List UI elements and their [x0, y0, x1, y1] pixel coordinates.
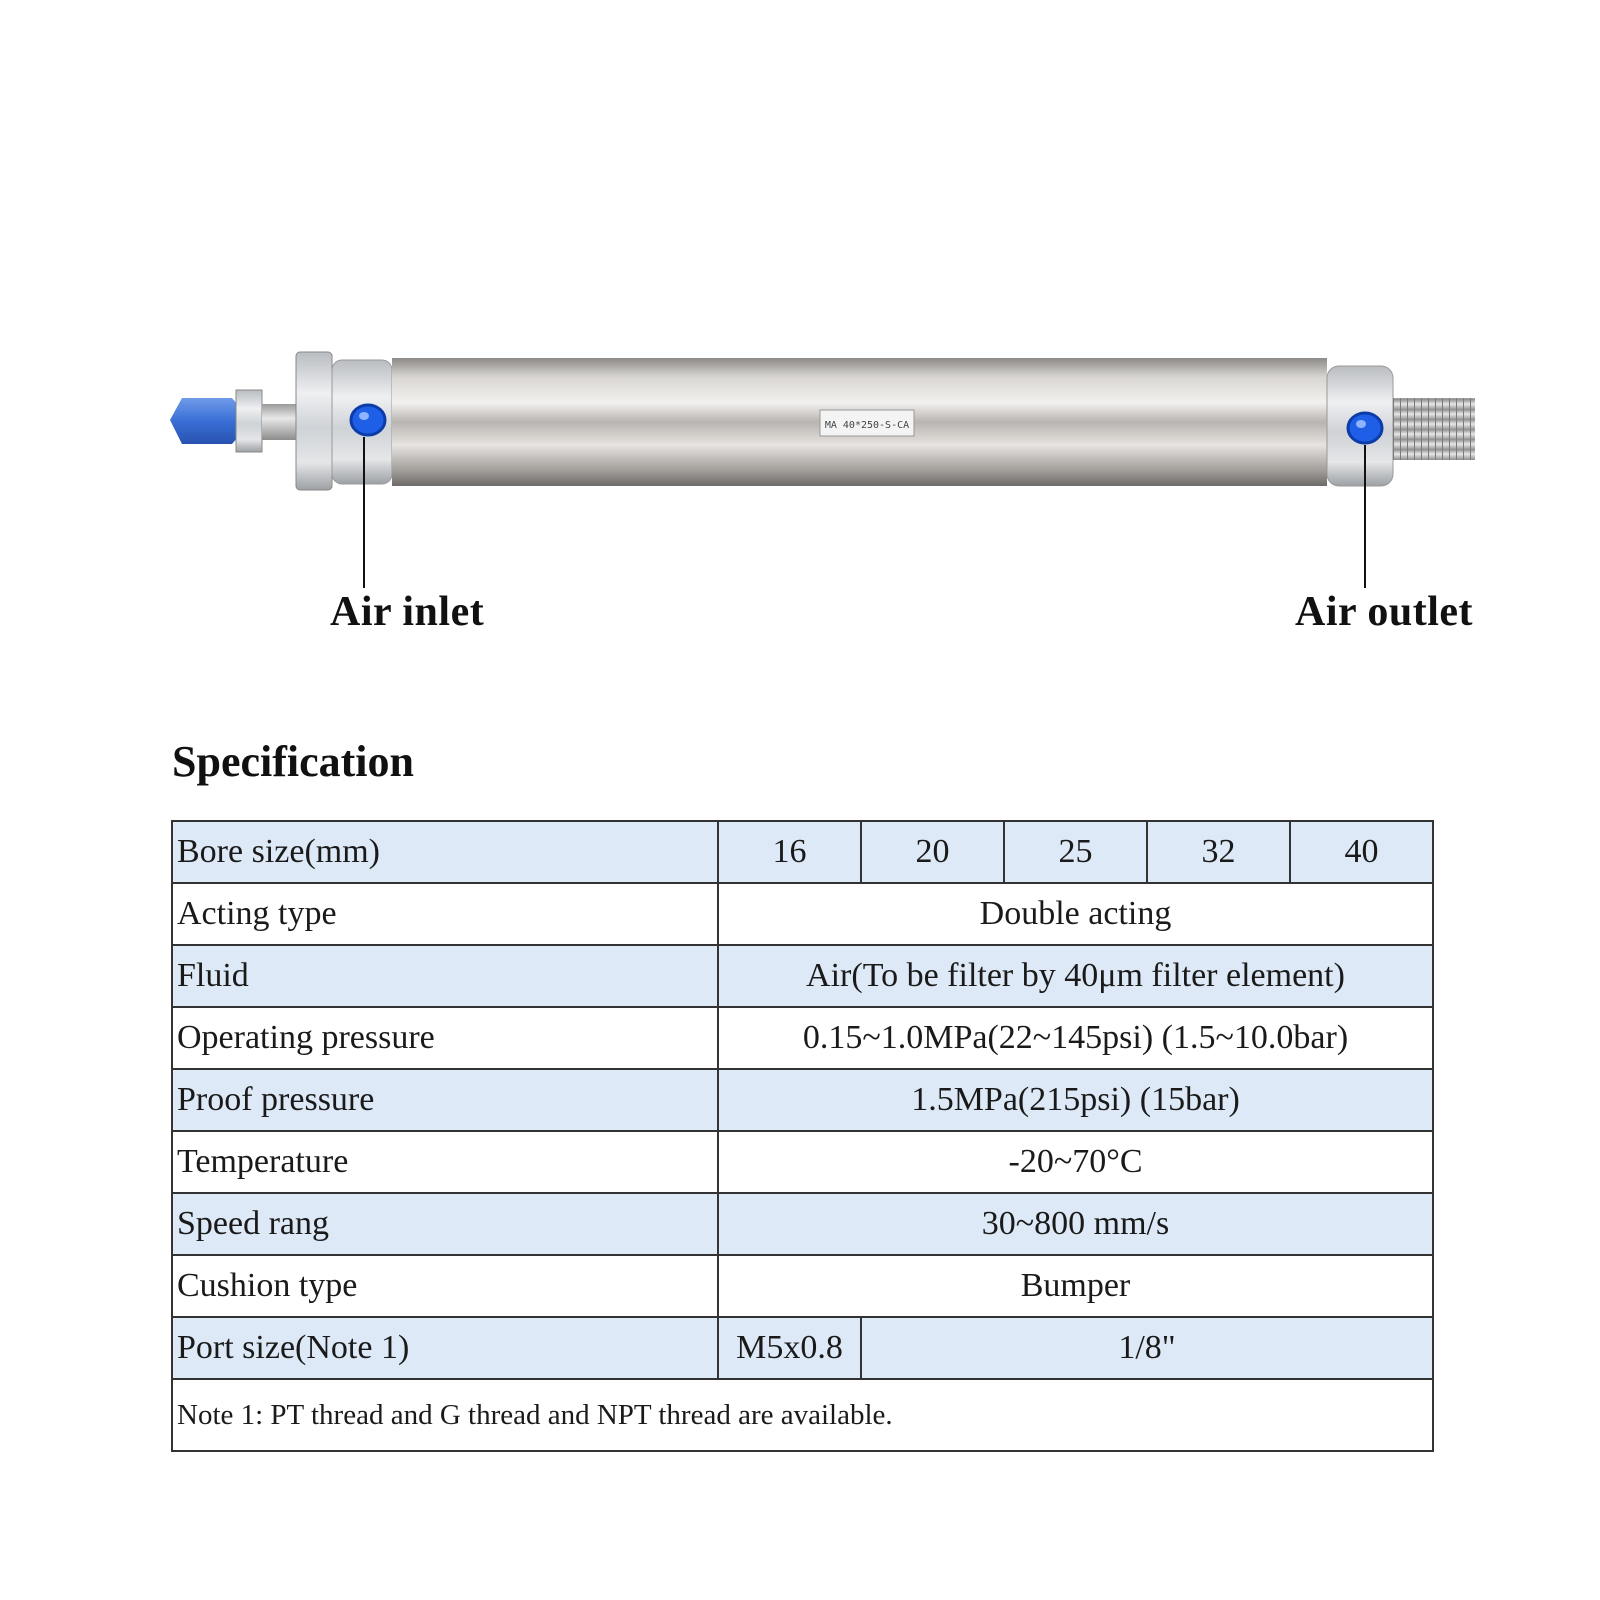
specification-heading: Specification — [172, 737, 414, 786]
bore-value: 20 — [861, 821, 1004, 883]
row-value: 1.5MPa(215psi) (15bar) — [718, 1069, 1433, 1131]
row-label: Acting type — [172, 883, 718, 945]
row-value: Double acting — [718, 883, 1433, 945]
mounting-nut — [296, 352, 332, 490]
table-row-operating-pressure — [172, 1007, 1433, 1069]
table-row-temperature — [172, 1131, 1433, 1193]
port-size-small: M5x0.8 — [718, 1317, 861, 1379]
table-row-port-size — [172, 1317, 1433, 1379]
table-note: Note 1: PT thread and G thread and NPT thread are available. — [172, 1379, 1433, 1451]
tube-marking: MA 40*250-S-CA — [824, 420, 910, 431]
row-label: Cushion type — [172, 1255, 718, 1317]
rear-thread-stud — [1393, 398, 1475, 460]
table-row-note — [172, 1379, 1433, 1451]
cylinder-tube — [392, 358, 1327, 486]
table-row-proof-pressure — [172, 1069, 1433, 1131]
specification-table — [171, 820, 1434, 1452]
air-inlet-label: Air inlet — [330, 589, 485, 635]
row-value: Bumper — [718, 1255, 1433, 1317]
row-label: Speed rang — [172, 1193, 718, 1255]
row-label: Bore size(mm) — [172, 821, 718, 883]
table-row-cushion-type — [172, 1255, 1433, 1317]
bore-value: 16 — [718, 821, 861, 883]
row-value: 30~800 mm/s — [718, 1193, 1433, 1255]
air-inlet-port — [351, 405, 385, 435]
row-label: Proof pressure — [172, 1069, 718, 1131]
row-value: -20~70°C — [718, 1131, 1433, 1193]
row-label: Temperature — [172, 1131, 718, 1193]
row-label: Port size(Note 1) — [172, 1317, 718, 1379]
row-value: 0.15~1.0MPa(22~145psi) (1.5~10.0bar) — [718, 1007, 1433, 1069]
table-row-fluid — [172, 945, 1433, 1007]
rod-end-cap — [170, 398, 238, 444]
row-label: Fluid — [172, 945, 718, 1007]
row-value: Air(To be filter by 40μm filter element) — [718, 945, 1433, 1007]
row-label: Operating pressure — [172, 1007, 718, 1069]
table-row-bore-size — [172, 821, 1433, 883]
table-row-acting-type — [172, 883, 1433, 945]
port-size-large: 1/8" — [861, 1317, 1433, 1379]
bore-value: 40 — [1290, 821, 1433, 883]
air-outlet-port — [1348, 413, 1382, 443]
air-outlet-label: Air outlet — [1295, 589, 1474, 635]
bore-value: 32 — [1147, 821, 1290, 883]
rod-nut — [236, 390, 296, 452]
table-row-speed-range — [172, 1193, 1433, 1255]
bore-value: 25 — [1004, 821, 1147, 883]
